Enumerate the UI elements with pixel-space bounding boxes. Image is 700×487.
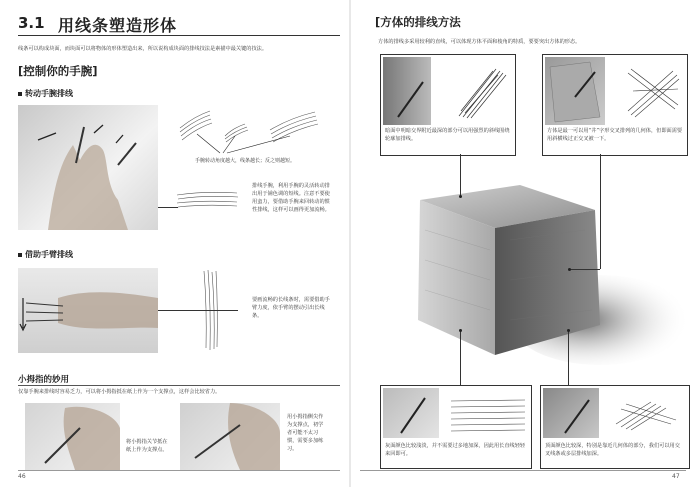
thumb-illustration-2 <box>180 403 280 470</box>
subheading-arm <box>18 249 73 260</box>
caption-tl: 暗面中明暗交界附近最深的部分可以用强烈的斜线围绕轮廓加排线。 <box>385 128 510 143</box>
connector-tr-vert <box>600 154 601 269</box>
connector-br-vert <box>568 330 569 385</box>
thumb-illustration-1 <box>25 403 120 470</box>
strokes-br <box>611 394 683 434</box>
connector-tr-horiz <box>570 269 600 270</box>
connector-tl-vert <box>460 154 461 196</box>
strokes-tr <box>623 61 683 121</box>
wrist-long-strokes <box>175 183 240 218</box>
left-page-number: 46 <box>18 473 26 480</box>
cube-detail-tr <box>545 57 605 125</box>
square-bullet-icon <box>18 92 22 96</box>
strokes-bl <box>449 396 527 436</box>
thumb-caption-1: 将小拇指关节抵在纸上作为支撑点。 <box>126 439 168 454</box>
subheading-thumb: 小拇指的妙用 <box>18 375 70 385</box>
main-cube-drawing <box>400 170 690 370</box>
bracket-right: ] <box>92 64 98 78</box>
thumb-photo-1 <box>25 403 120 470</box>
connector-dot <box>568 268 571 271</box>
caption-bl: 灰面颜色比较浅淡，并不需要过多地加深，因此用长直线轻轻来回即可。 <box>385 443 526 458</box>
box-bottom-right <box>540 385 690 469</box>
box-bottom-left <box>380 385 532 469</box>
heading-control <box>18 63 98 79</box>
box-top-left <box>380 54 516 156</box>
right-heading-text: 方体的排线方法 <box>380 15 461 29</box>
thumb-intro: 仅靠手腕来排线时容易乏力，可以将小拇指抵在纸上作为一个支撑点，这样会比较省力。 <box>18 389 221 395</box>
subheading-wrist <box>18 88 73 99</box>
subheading-arm-text: 借助手臂排线 <box>25 250 73 259</box>
connector-dot <box>567 329 570 332</box>
square-bullet-icon <box>18 253 22 257</box>
subheading-wrist-text: 转动手腕排线 <box>25 89 73 98</box>
caption-br: 顶面颜色比较深，特别是靠近几何体的部分，我们可以用交叉线条或多层排线加深。 <box>545 443 680 458</box>
thumb-caption-2: 用小拇指侧尖作为支撑点，初学者可能不太习惯，需要多加练习。 <box>287 414 324 453</box>
left-footer-line <box>18 470 340 471</box>
wrist-paragraph: 排线手腕，利用手腕的灵活转动排出用于铺色调的短线。注意不要使用蛮力，要借助手腕来回转动的惯性排线，这样可以画得更加流畅。 <box>252 183 330 214</box>
connector-bl-vert <box>460 330 461 385</box>
section-title: 用线条塑造形体 <box>58 16 178 35</box>
connector-dot <box>459 329 462 332</box>
wrist-connector <box>158 207 178 208</box>
arm-photo <box>18 268 158 353</box>
right-footer-line <box>360 470 686 471</box>
wrist-illustration <box>18 105 158 230</box>
page-gutter <box>349 0 351 487</box>
bracket-right-heading: [ <box>375 15 381 29</box>
arm-connector <box>158 310 238 311</box>
cube-detail-bl <box>383 388 439 438</box>
arm-paragraph: 要画流畅的长线条时，需要借助手臂力度，依手臂的摆动引出长线条。 <box>252 297 330 320</box>
right-page-number: 47 <box>672 473 680 480</box>
wrist-strokes <box>175 108 335 158</box>
wrist-caption-small: 手腕转动角度越大，线条越长；反之则越短。 <box>195 158 296 164</box>
cube-detail-br <box>543 388 599 438</box>
left-intro: 线条可以构成块面，而块面可以将物体的形体塑造出来，所以说构成块面的排线技法是素描中最关键的技法。 <box>18 46 268 52</box>
caption-tr: 方体是最一可以用“井”字形交叉排列的几何体，但即面需要用斜横线过正交叉被一下。 <box>547 128 683 143</box>
right-intro: 方体的排线多采用较利的直线，可以体现方体平面和棱角的特质，要要突出方体的形态。 <box>378 39 581 45</box>
box-top-right <box>542 54 688 156</box>
heading-control-text: 控制你的手腕 <box>23 64 93 78</box>
strokes-tl <box>451 61 511 121</box>
title-underline <box>18 35 340 36</box>
section-number: 3.1 <box>18 14 45 32</box>
thumb-photo-2 <box>180 403 280 470</box>
thumb-underline <box>18 385 340 386</box>
cube-detail-tl <box>383 57 431 125</box>
wrist-photo <box>18 105 158 230</box>
right-heading <box>375 14 461 30</box>
arm-illustration <box>18 268 158 353</box>
connector-dot <box>459 195 462 198</box>
bracket-left: [ <box>18 64 24 78</box>
